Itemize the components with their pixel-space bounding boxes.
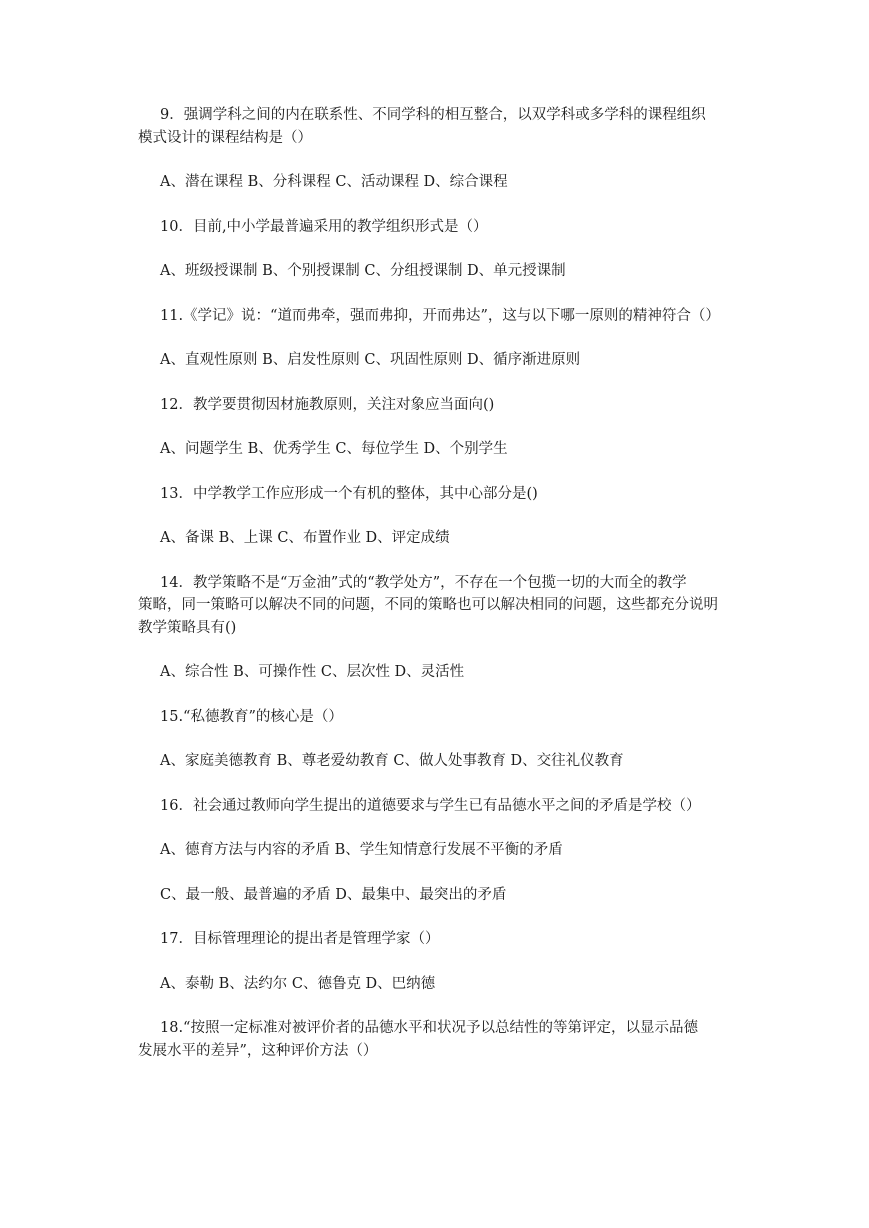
text-line: A、备课 B、上课 C、布置作业 D、评定成绩 [160, 530, 450, 546]
text-line: 11.《学记》说：“道而弗牵，强而弗抑，开而弗达”，这与以下哪一原则的精神符合（） [160, 307, 720, 324]
paragraph [138, 572, 738, 640]
text-line: A、泰勒 B、法约尔 C、德鲁克 D、巴纳德 [160, 975, 436, 992]
paragraph [138, 349, 738, 372]
text-line: 18.“按照一定标准对被评价者的品德水平和状况予以总结性的等第评定，以显示品德 [160, 1020, 698, 1036]
text-line: 12．教学要贯彻因材施教原则，关注对象应当面向() [160, 396, 495, 413]
text-line: 模式设计的课程结构是（） [138, 129, 312, 146]
text-line: C、最一般、最普遍的矛盾 D、最集中、最突出的矛盾 [160, 886, 507, 903]
text-line: 14．教学策略不是“万金油”式的“教学处方”，不存在一个包揽一切的大而全的教学 [160, 574, 687, 591]
paragraph [138, 795, 738, 818]
text-line: A、家庭美德教育 B、尊老爱幼教育 C、做人处事教育 D、交往礼仪教育 [160, 753, 624, 769]
text-line: 教学策略具有() [138, 619, 237, 636]
paragraph [138, 438, 738, 461]
paragraph [138, 260, 738, 283]
paragraph [138, 661, 738, 684]
paragraph [138, 839, 738, 862]
paragraph [138, 1017, 738, 1062]
text-line: 10．目前,中小学最普遍采用的教学组织形式是（） [160, 218, 488, 235]
paragraph [138, 483, 738, 506]
paragraph [138, 527, 738, 550]
text-line: 9．强调学科之间的内在联系性、不同学科的相互整合，以双学科或多学科的课程组织 [160, 107, 706, 123]
paragraph [138, 750, 738, 773]
paragraph [138, 171, 738, 194]
paragraph [138, 104, 738, 149]
paragraph [138, 305, 738, 328]
paragraph [138, 884, 738, 907]
paragraph [138, 394, 738, 417]
text-line: A、直观性原则 B、启发性原则 C、巩固性原则 D、循序渐进原则 [160, 352, 581, 368]
text-line: A、问题学生 B、优秀学生 C、每位学生 D、个别学生 [160, 441, 508, 457]
text-line: 15.“私德教育”的核心是（） [160, 708, 343, 725]
text-line: A、综合性 B、可操作性 C、层次性 D、灵活性 [160, 664, 465, 680]
paragraph [138, 973, 738, 996]
paragraph [138, 928, 738, 951]
text-line: A、班级授课制 B、个别授课制 C、分组授课制 D、单元授课制 [160, 263, 566, 279]
paragraph [138, 216, 738, 239]
text-line: 13．中学教学工作应形成一个有机的整体，其中心部分是() [160, 485, 538, 502]
text-line: 16．社会通过教师向学生提出的道德要求与学生已有品德水平之间的矛盾是学校（） [160, 797, 701, 814]
document-body [138, 104, 738, 1084]
text-line: 17．目标管理理论的提出者是管理学家（） [160, 931, 440, 947]
text-line: 发展水平的差异”，这种评价方法（） [138, 1042, 378, 1059]
paragraph [138, 706, 738, 729]
text-line: A、德育方法与内容的矛盾 B、学生知情意行发展不平衡的矛盾 [160, 842, 563, 858]
text-line: 策略，同一策略可以解决不同的问题，不同的策略也可以解决相同的问题，这些都充分说明 [138, 597, 718, 613]
text-line: A、潜在课程 B、分科课程 C、活动课程 D、综合课程 [160, 174, 508, 190]
